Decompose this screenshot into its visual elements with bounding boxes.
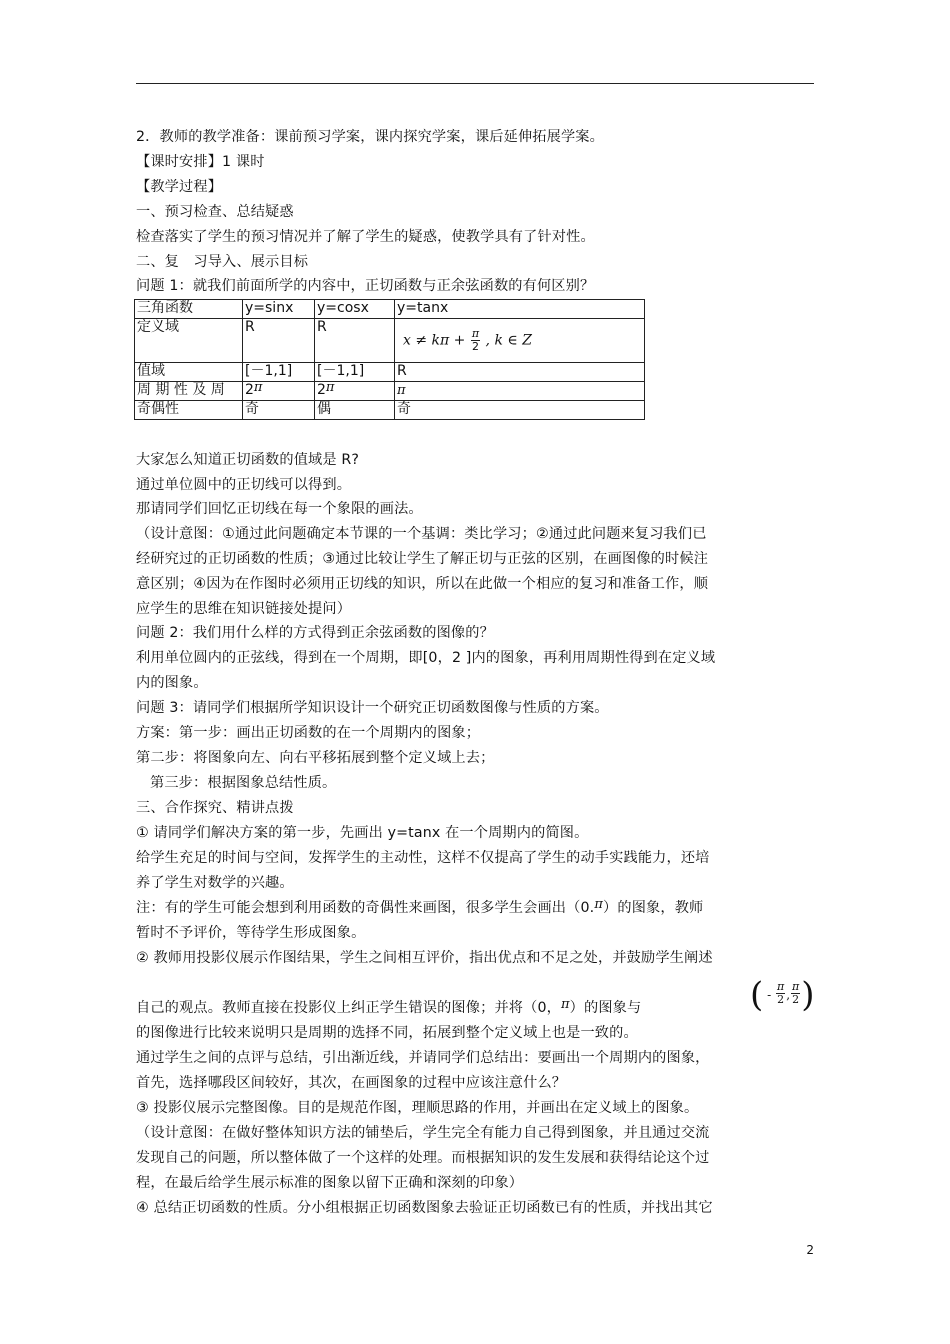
pi-symbol: π: [253, 381, 263, 395]
interval-expression: [750, 975, 815, 1015]
paragraph-line: 暂时不予评价，等待学生形成图象。: [136, 925, 366, 941]
paragraph-line: 【教学过程】: [136, 179, 223, 195]
page-number: 2: [806, 1243, 814, 1257]
table-row: [135, 401, 645, 420]
table-cell: 奇: [243, 401, 315, 420]
header-rule: [136, 83, 814, 84]
fraction-numerator: π: [792, 980, 800, 993]
table-cell: 三角函数: [135, 300, 243, 319]
table-cell: 值域: [135, 363, 243, 382]
text-span: ）的图象与: [569, 1000, 642, 1016]
period-number: 2: [245, 382, 254, 398]
paragraph-line: 第二步：将图象向左、向右平移拓展到整个定义域上去；: [136, 750, 495, 766]
math-text: x ≠ kπ +: [403, 332, 466, 349]
left-paren: (: [750, 975, 764, 1015]
paragraph-line: （设计意图：在做好整体知识方法的铺垫后，学生完全有能力自己得到图象，并且通过交流: [136, 1125, 710, 1141]
paragraph-line: （设计意图：①通过此问题确定本节课的一个基调：类比学习；②通过此问题来复习我们已: [136, 526, 707, 542]
table-cell: 定义域: [135, 319, 243, 363]
paragraph-line: 2．教师的教学准备：课前预习学案，课内探究学案，课后延伸拓展学案。: [136, 129, 604, 145]
table-cell: 偶: [315, 401, 395, 420]
paragraph-line: 发现自己的问题，所以整体做了一个这样的处理。而根据知识的发生发展和获得结论这个过: [136, 1150, 710, 1166]
text-span: ）的图象，教师: [603, 900, 704, 916]
fraction: [776, 981, 785, 1006]
table-cell: 奇偶性: [135, 401, 243, 420]
section-heading: 三、合作探究、精讲点拨: [136, 800, 294, 816]
text-span: 注：有的学生可能会想到利用函数的奇偶性来画图，很多学生会画出（0.: [136, 900, 595, 916]
paragraph-line: ④ 总结正切函数的性质。分小组根据正切函数图象去验证正切函数已有的性质，并找出其它: [136, 1200, 713, 1216]
fraction-denominator: 2: [777, 993, 785, 1006]
paragraph-line: 第三步：根据图象总结性质。: [150, 775, 337, 791]
paragraph-line: 意区别；④因为在作图时必须用正切线的知识，所以在此做一个相应的复习和准备工作，顺: [136, 576, 709, 592]
paragraph-line: 应学生的思维在知识链接处提问）: [136, 601, 352, 617]
table-row: [135, 319, 645, 363]
pi-symbol: π: [594, 897, 604, 912]
section-heading: 二、复 习导入、展示目标: [136, 254, 309, 270]
table-cell: y=sinx: [243, 300, 315, 319]
table-cell: y=cosx: [315, 300, 395, 319]
right-paren: ): [801, 975, 815, 1015]
paragraph-line: 内的图象。: [136, 675, 208, 691]
fraction: [471, 328, 480, 353]
fraction: [791, 981, 800, 1006]
paragraph-line: 的图像进行比较来说明只是周期的选择不同，拓展到整个定义域上也是一致的。: [136, 1025, 638, 1041]
fraction-denominator: 2: [792, 993, 800, 1006]
question-line: 问题 1：就我们前面所学的内容中，正切函数与正余弦函数的有何区别？: [136, 278, 595, 294]
table-row: [135, 300, 645, 319]
table-cell: [315, 382, 395, 401]
table-cell: [243, 382, 315, 401]
table-cell: 周 期 性 及 周: [135, 382, 243, 401]
table-cell: 奇: [395, 401, 645, 420]
pi-symbol: π: [397, 383, 406, 398]
table-row: [135, 382, 645, 401]
paragraph-line: 养了学生对数学的兴趣。: [136, 875, 294, 891]
section-heading: 一、预习检查、总结疑惑: [136, 204, 294, 220]
paragraph-line: ③ 投影仪展示完整图像。目的是规范作图，理顺思路的作用，并画出在定义域上的图象。: [136, 1100, 699, 1116]
pi-symbol: π: [325, 381, 335, 395]
math-text: , k ∈ Z: [485, 332, 532, 349]
period-number: 2: [317, 382, 326, 398]
table-cell: R: [243, 319, 315, 363]
fraction-numerator: π: [471, 327, 480, 340]
text-span: 自己的观点。教师直接在投影仪上纠正学生错误的图像；并将（0，: [136, 1000, 561, 1016]
pi-symbol: π: [560, 997, 570, 1012]
paragraph-line: 经研究过的正切函数的性质；③通过比较让学生了解正切与正弦的区别，在画图像的时候注: [136, 551, 709, 567]
paragraph-line: 利用单位圆内的正弦线，得到在一个周期，即[0，2 ]内的图象，再利用周期性得到在定义域: [136, 650, 716, 666]
paragraph-line: 检查落实了学生的预习情况并了解了学生的疑惑，使教学具有了针对性。: [136, 229, 595, 245]
paragraph-line: 【课时安排】1 课时: [136, 154, 265, 170]
table-cell: R: [315, 319, 395, 363]
paragraph-line: ① 请同学们解决方案的第一步，先画出 y=tanx 在一个周期内的简图。: [136, 825, 589, 841]
question-line: 问题 2：我们用什么样的方式得到正余弦函数的图像的？: [136, 625, 494, 641]
table-cell: [395, 382, 645, 401]
paragraph-line: [136, 997, 748, 1020]
paragraph-line: ② 教师用投影仪展示作图结果，学生之间相互评价，指出优点和不足之处，并鼓励学生阐述: [136, 950, 713, 966]
table-cell: R: [395, 363, 645, 382]
table-cell: y=tanx: [395, 300, 645, 319]
paragraph-line: 通过学生之间的点评与总结，引出渐近线，并请同学们总结出：要画出一个周期内的图象，: [136, 1050, 710, 1066]
paragraph-line: 程，在最后给学生展示标准的图象以留下正确和深刻的印象）: [136, 1175, 524, 1191]
comma: ,: [786, 988, 791, 1002]
paragraph-line: 方案：第一步：画出正切函数的在一个周期内的图象；: [136, 725, 481, 741]
question-line: 问题 3：请同学们根据所学知识设计一个研究正切函数图像与性质的方案。: [136, 700, 609, 716]
paragraph-line: 通过单位圆中的正切线可以得到。: [136, 477, 352, 493]
paragraph-line: 大家怎么知道正切函数的值域是 R?: [136, 452, 360, 468]
paragraph-line: 那请同学们回忆正切线在每一个象限的画法。: [136, 501, 423, 517]
fraction-numerator: π: [776, 980, 785, 993]
paragraph-line: 给学生充足的时间与空间，发挥学生的主动性，这样不仅提高了学生的动手实践能力，还培: [136, 850, 710, 866]
minus-sign: -: [767, 988, 772, 1002]
function-comparison-table: [134, 299, 645, 420]
paragraph-line: [136, 897, 816, 920]
table-cell: [－1,1]: [315, 363, 395, 382]
fraction-denominator: 2: [471, 340, 479, 353]
paragraph-line: 首先，选择哪段区间较好，其次，在画图象的过程中应该注意什么？: [136, 1075, 567, 1091]
table-cell-tan-domain: [395, 319, 645, 363]
table-row: [135, 363, 645, 382]
table-cell: [－1,1]: [243, 363, 315, 382]
